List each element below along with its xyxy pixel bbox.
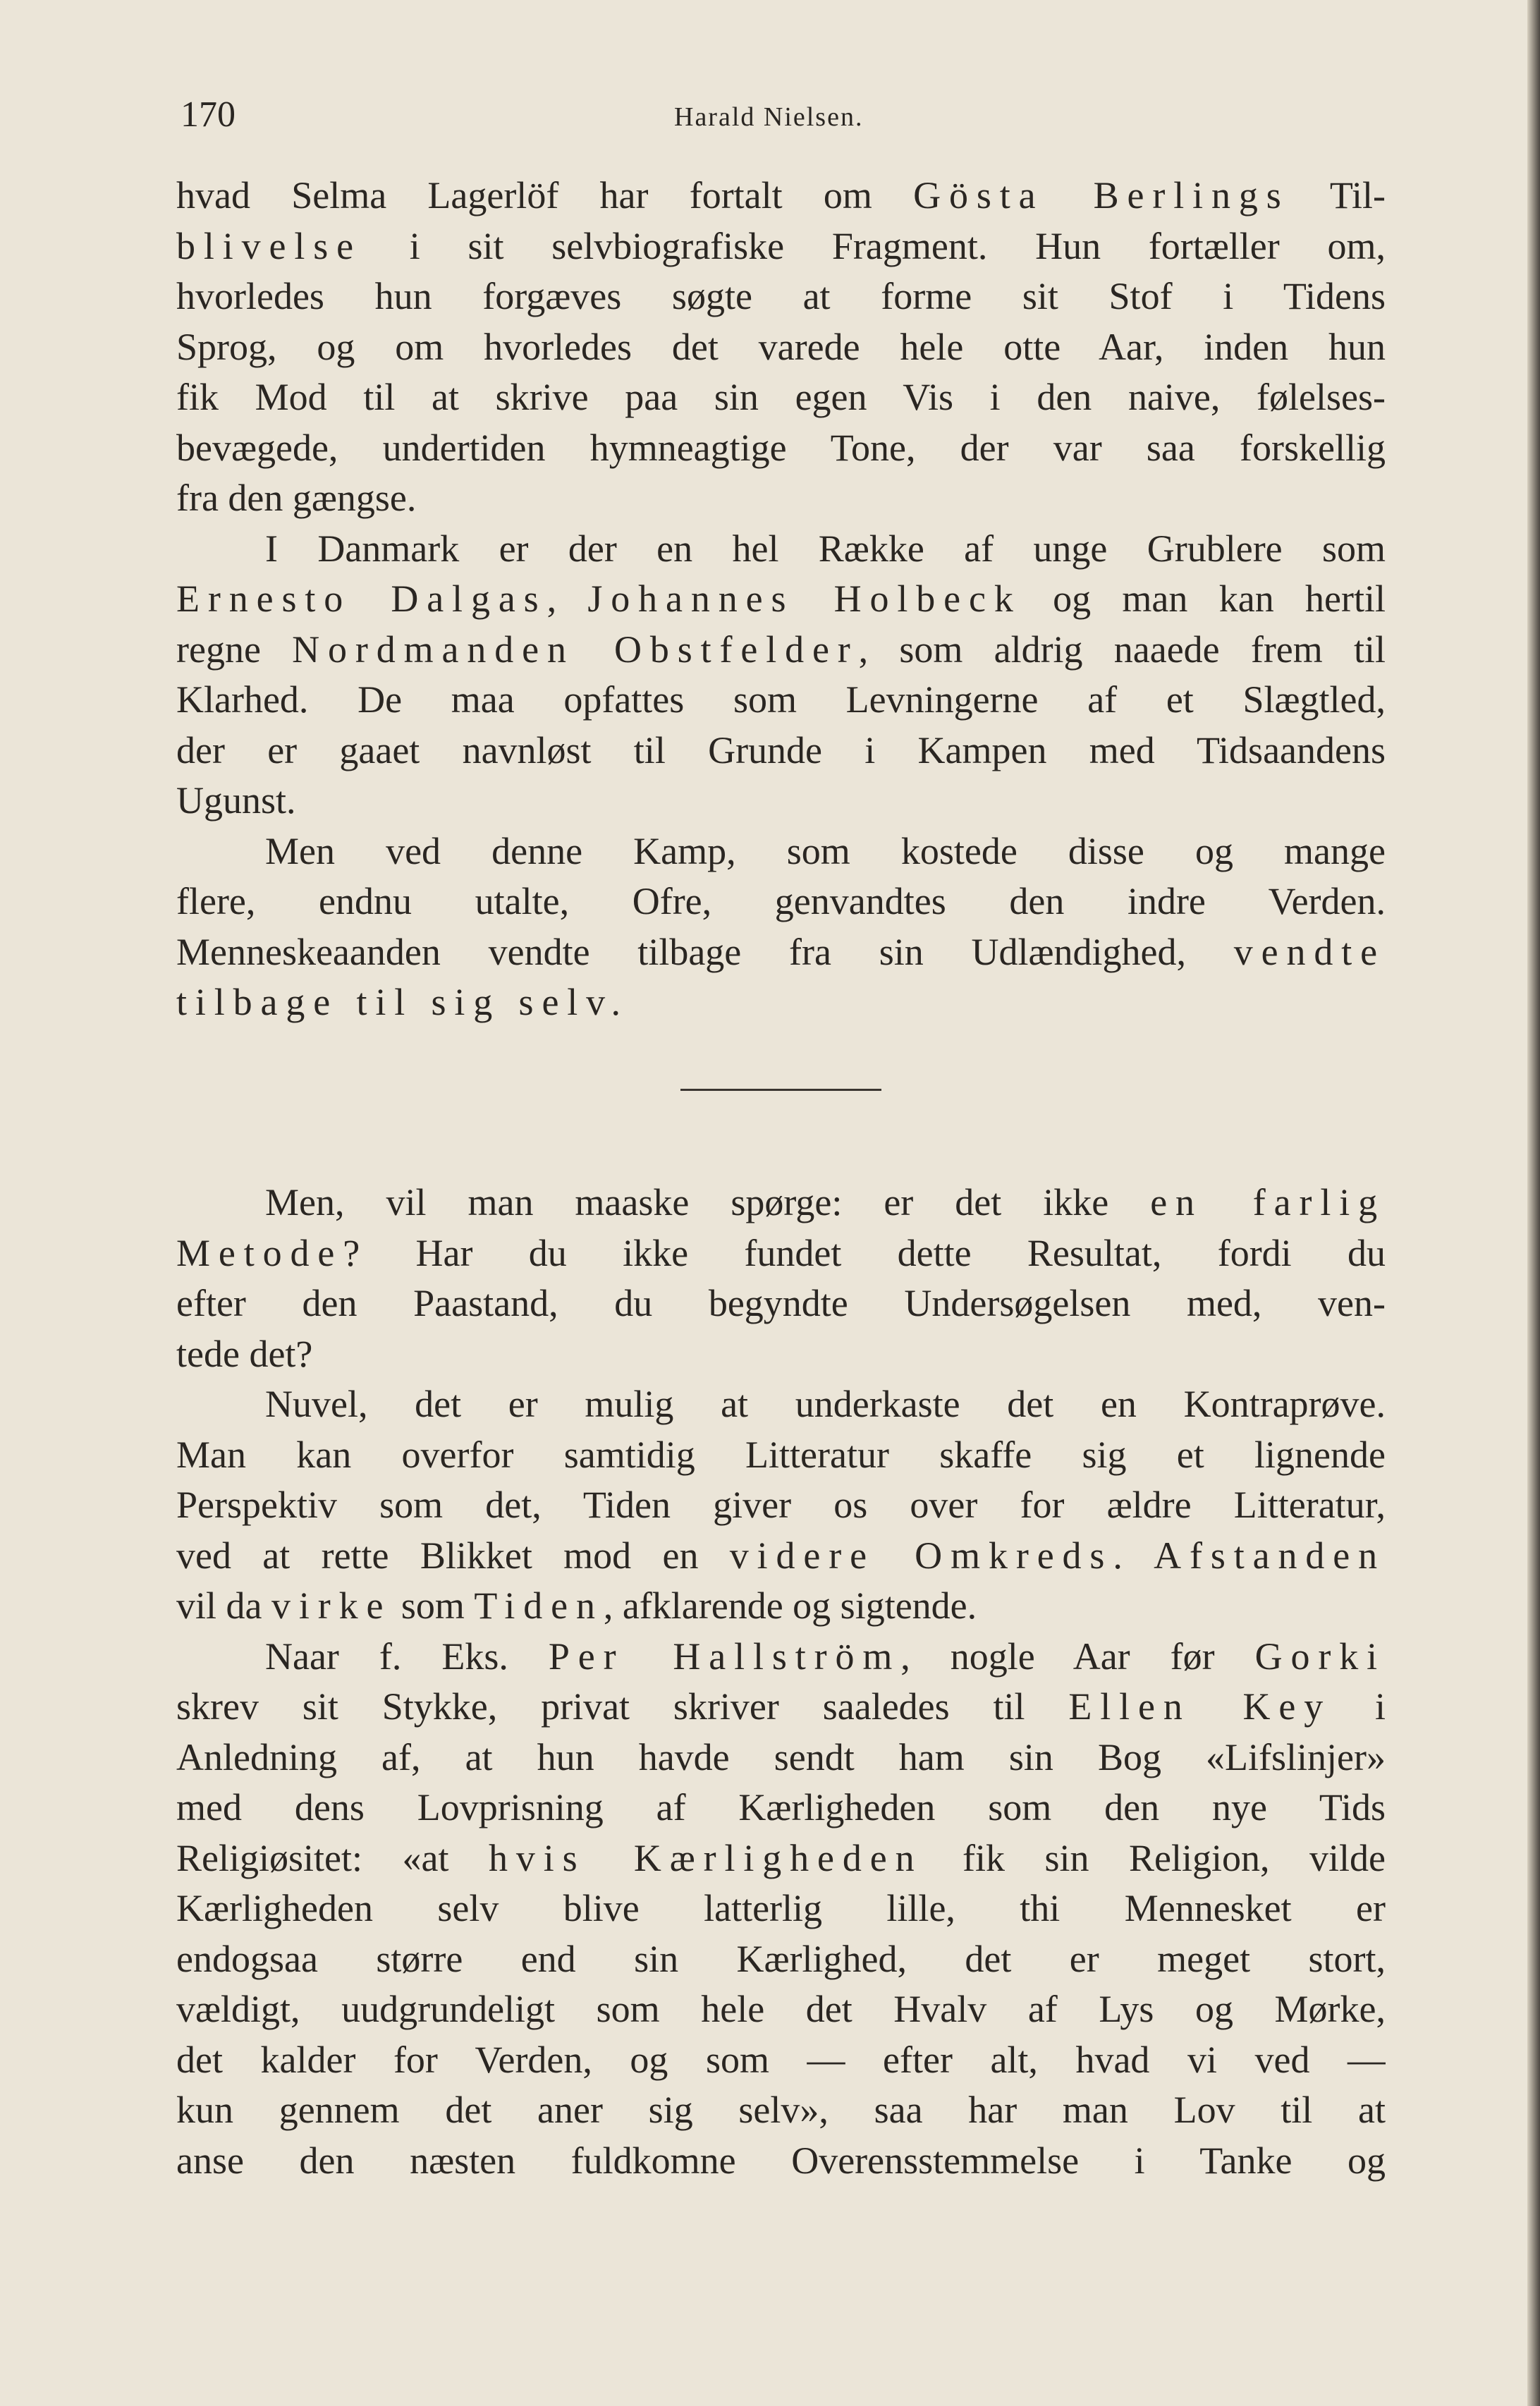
spaced-emphasis-text: vendte [1233, 930, 1386, 973]
text-line [176, 1329, 1386, 1380]
text-line [176, 1480, 1386, 1531]
text-segment: , som aldrig naaede frem til [858, 628, 1386, 671]
text-line [176, 2136, 1386, 2187]
text-segment: vil da [176, 1584, 271, 1627]
text-segment: Men ved denne Kamp, som kostede disse og mange [265, 829, 1386, 872]
spaced-emphasis-text: blivelse [176, 224, 362, 267]
text-line [176, 927, 1386, 978]
running-head: Harald Nielsen. [674, 102, 864, 132]
spaced-emphasis-text: Tiden [474, 1584, 604, 1627]
text-segment: Religiøsitet: «at [176, 1836, 489, 1879]
text-segment: med dens Lovprisning af Kærligheden som den nye Tids [176, 1786, 1386, 1828]
text-line [176, 574, 1386, 625]
text-segment: det kalder for Verden, og som — efter alt, hvad vi ved — [176, 2038, 1386, 2081]
text-segment: i sit selvbiografiske Fragment. Hun fortæller om, [362, 224, 1386, 267]
text-line [176, 322, 1386, 373]
text-segment: ? Har du ikke fundet dette Resultat, fordi du [343, 1231, 1386, 1274]
spaced-emphasis-text: Afstanden [1154, 1534, 1386, 1577]
text-line [176, 625, 1386, 676]
text-segment: I Danmark er der en hel Række af unge Grublere som [265, 527, 1386, 570]
text-line [176, 1430, 1386, 1481]
text-segment: Klarhed. De maa opfattes som Levningerne af et Slægtled, [176, 678, 1386, 721]
text-line [176, 1984, 1386, 2035]
text-line [176, 2035, 1386, 2086]
text-segment: , afklarende og sigtende. [603, 1584, 977, 1627]
text-line [176, 675, 1386, 726]
text-segment: Man kan overfor samtidig Litteratur skaffe sig et lignende [176, 1433, 1386, 1476]
spaced-emphasis-text: Gorki [1254, 1635, 1386, 1678]
spaced-emphasis-text: Ellen Key [1068, 1685, 1332, 1728]
spaced-emphasis-text: Per Hallström [548, 1635, 901, 1678]
spaced-emphasis-text: Nordmanden Obstfelder [292, 628, 859, 671]
text-segment: fik Mod til at skrive paa sin egen Vis i den naive, følelses- [176, 376, 1386, 418]
text-segment: tede det? [176, 1332, 313, 1375]
text-segment: regne [176, 628, 293, 671]
text-line [176, 1581, 1386, 1632]
text-line [176, 2085, 1386, 2136]
text-line [176, 877, 1386, 927]
text-segment: Perspektiv som det, Tiden giver os over for ældre Litteratur, [176, 1484, 1386, 1526]
text-line [176, 1733, 1386, 1783]
text-line [176, 372, 1386, 423]
text-segment: endogsaa større end sin Kærlighed, det er meget stort, [176, 1937, 1386, 1980]
text-line [176, 423, 1386, 474]
text-segment: hvorledes hun forgæves søgte at forme sit Stof i Tidens [176, 275, 1386, 317]
text-segment: der er gaaet navnløst til Grunde i Kampen med Tidsaandens [176, 728, 1386, 771]
spaced-emphasis-text: Johannes Holbeck [587, 578, 1022, 620]
spaced-emphasis-text: Ernesto Dalgas [176, 578, 547, 620]
spaced-emphasis-text: Metode [176, 1231, 343, 1274]
text-segment: Anledning af, at hun havde sendt ham sin Bog «Lifslinjer» [176, 1735, 1386, 1778]
text-line [176, 1278, 1386, 1329]
text-line [176, 1883, 1386, 1934]
text-segment: hvad Selma Lagerlöf har fortalt om [176, 174, 914, 216]
text-line [176, 221, 1386, 272]
text-segment: fik sin Religion, vilde [922, 1836, 1386, 1879]
text-segment: Nuvel, det er mulig at underkaste det en Kontraprøve. [265, 1383, 1386, 1425]
text-segment: Sprog, og om hvorledes det varede hele otte Aar, inden hun [176, 325, 1386, 368]
text-segment: flere, endnu utalte, Ofre, genvandtes den indre Verden. [176, 880, 1386, 922]
text-line [176, 776, 1386, 826]
text-line [176, 1531, 1386, 1582]
spaced-emphasis-text: hvis Kærligheden [488, 1836, 923, 1879]
text-line [176, 1632, 1386, 1683]
section-divider [680, 1089, 881, 1091]
text-segment: Til- [1289, 174, 1386, 216]
text-line [176, 726, 1386, 776]
text-line [176, 1228, 1386, 1279]
text-segment: som [391, 1584, 475, 1627]
spaced-emphasis-text: videre Omkreds [729, 1534, 1113, 1577]
text-segment: efter den Paastand, du begyndte Undersøgelsen med, ven- [176, 1282, 1386, 1324]
text-segment: og man kan hertil [1021, 578, 1386, 620]
text-line [176, 1682, 1386, 1733]
text-line [176, 1833, 1386, 1884]
text-line [176, 977, 1386, 1028]
text-segment: Kærligheden selv blive latterlig lille, thi Mennesket er [176, 1887, 1386, 1929]
text-line [176, 171, 1386, 221]
text-line [176, 1379, 1386, 1430]
page-edge-shadow [1527, 0, 1540, 2406]
text-line [176, 271, 1386, 322]
spaced-emphasis-text: Gösta Berlings [913, 174, 1290, 216]
text-segment: Menneskeaanden vendte tilbage fra sin Udlændighed, [176, 930, 1234, 973]
text-segment: Ugunst. [176, 779, 296, 822]
page-header [181, 90, 1386, 147]
text-segment: vældigt, uudgrundeligt som hele det Hvalv af Lys og Mørke, [176, 1988, 1386, 2030]
text-segment: anse den næsten fuldkomne Overensstemmelse i Tanke og [176, 2139, 1386, 2182]
text-block-lower [176, 1178, 1386, 2186]
text-segment: kun gennem det aner sig selv», saa har man Lov til at [176, 2089, 1386, 2131]
text-segment: bevægede, undertiden hymneagtige Tone, der var saa forskellig [176, 426, 1386, 469]
text-line [176, 524, 1386, 575]
text-segment: i [1331, 1685, 1386, 1728]
text-line [176, 826, 1386, 877]
text-segment: , [546, 578, 588, 620]
spaced-emphasis-text: virke [271, 1584, 392, 1627]
text-segment: , nogle Aar før [900, 1635, 1255, 1678]
text-line [176, 1783, 1386, 1833]
text-segment: fra den gængse. [176, 477, 417, 519]
text-line [176, 473, 1386, 524]
page-number: 170 [181, 94, 236, 135]
text-line [176, 1934, 1386, 1985]
spaced-emphasis-text: en farlig [1150, 1181, 1386, 1223]
text-segment: ved at rette Blikket mod en [176, 1534, 730, 1577]
text-segment: skrev sit Stykke, privat skriver saaledes til [176, 1685, 1069, 1728]
text-segment: Men, vil man maaske spørge: er det ikke [265, 1181, 1151, 1223]
spaced-emphasis-text: tilbage til sig selv. [176, 981, 629, 1023]
text-block-upper [176, 171, 1386, 1028]
text-line [176, 1178, 1386, 1228]
text-segment: Naar f. Eks. [265, 1635, 549, 1678]
text-segment: . [1113, 1534, 1154, 1577]
